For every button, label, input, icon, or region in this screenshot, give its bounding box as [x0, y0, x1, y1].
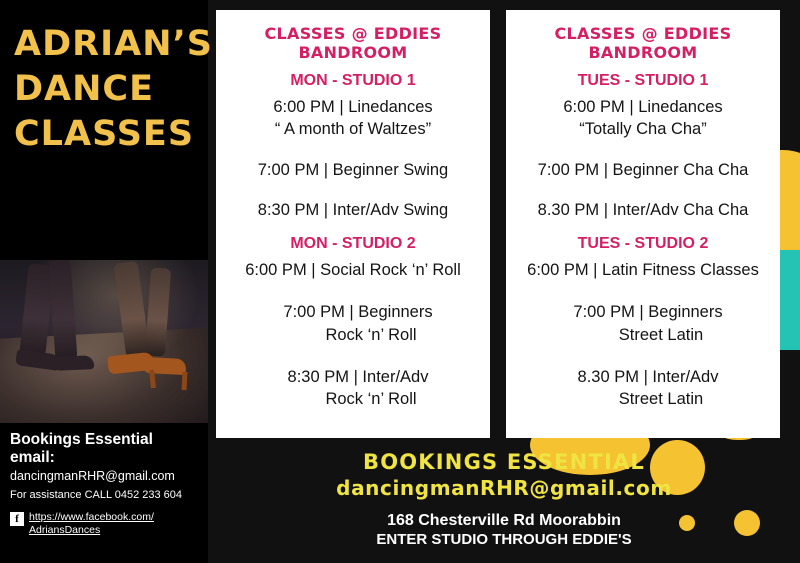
shoe-shape — [54, 355, 94, 370]
class-entry — [514, 301, 772, 346]
class-entry-line-1: 7:00 PM | Beginners — [573, 303, 723, 322]
class-entry-line-2: “Totally Cha Cha” — [579, 120, 707, 139]
bottom-contact-bar — [208, 438, 800, 563]
studio-heading: TUES - STUDIO 2 — [577, 235, 709, 253]
bookings-email: dancingmanRHR@gmail.com — [336, 476, 672, 500]
bookings-heading: Bookings Essential email: — [10, 431, 153, 466]
left-panel — [0, 0, 213, 563]
address-line-1: 168 Chesterville Rd Moorabbin — [387, 512, 621, 529]
facebook-link[interactable] — [29, 511, 154, 537]
card-heading: CLASSES @ EDDIES BANDROOM — [264, 24, 442, 62]
class-entry-line-1: 7:00 PM | Beginner Cha Cha — [537, 160, 749, 179]
class-entry-line-1: 8:30 PM | Inter/Adv Swing — [257, 200, 449, 219]
dancers-photo — [0, 260, 208, 423]
class-entry-line-2: Rock ‘n’ Roll — [325, 325, 417, 344]
address-line-2: ENTER STUDIO THROUGH EDDIE'S — [376, 531, 632, 548]
class-entry-line-2: “ A month of Waltzes” — [274, 120, 432, 139]
title-line-2: DANCE — [14, 68, 155, 109]
facebook-icon[interactable]: f — [10, 512, 24, 526]
class-entry-line-1: 6:00 PM | Social Rock ‘n’ Roll — [245, 261, 461, 280]
class-entry — [514, 199, 772, 221]
class-entry-line-2: Rock ‘n’ Roll — [325, 390, 417, 409]
left-contact-block — [0, 423, 208, 537]
facebook-row[interactable] — [10, 511, 198, 537]
heel-shape — [182, 372, 188, 390]
class-entry — [224, 366, 482, 411]
class-entry-line-2: Street Latin — [618, 390, 704, 409]
contact-email: dancingmanRHR@gmail.com — [10, 469, 175, 483]
facebook-url-line-2[interactable]: AdriansDances — [29, 524, 101, 537]
page-title — [0, 0, 213, 156]
class-entry — [514, 159, 772, 181]
class-entry — [514, 96, 772, 141]
assistance-phone: For assistance CALL 0452 233 604 — [10, 489, 183, 501]
class-entry — [224, 199, 482, 221]
title-line-3: CLASSES — [14, 113, 195, 154]
class-entry-line-1: 8:30 PM | Inter/Adv — [287, 367, 429, 386]
class-entry — [224, 301, 482, 346]
bookings-essential-heading: BOOKINGS ESSENTIAL — [363, 450, 645, 474]
class-entry-line-1: 8.30 PM | Inter/Adv Cha Cha — [537, 200, 749, 219]
class-entry-line-1: 6:00 PM | Linedances — [563, 98, 723, 116]
studio-heading: TUES - STUDIO 1 — [577, 72, 709, 89]
class-entry-line-1: 7:00 PM | Beginners — [283, 303, 433, 322]
class-entry-line-1: 8.30 PM | Inter/Adv — [577, 367, 719, 386]
class-entry-line-1: 6:00 PM | Latin Fitness Classes — [527, 261, 759, 280]
class-entry — [224, 96, 482, 141]
schedule-card-monday — [216, 10, 490, 438]
class-entry-line-1: 7:00 PM | Beginner Swing — [257, 160, 449, 179]
class-entry — [514, 366, 772, 411]
class-entry-line-1: 6:00 PM | Linedances — [273, 98, 433, 116]
title-line-1: ADRIAN’S — [14, 24, 213, 64]
schedule-card-tuesday — [506, 10, 780, 438]
studio-heading: MON - STUDIO 2 — [290, 235, 416, 253]
facebook-url-line-1[interactable]: https://www.facebook.com/ — [29, 511, 154, 523]
class-entry — [514, 259, 772, 281]
class-entry — [224, 159, 482, 181]
class-entry — [224, 259, 482, 281]
studio-heading: MON - STUDIO 1 — [290, 72, 416, 89]
card-heading: CLASSES @ EDDIES BANDROOM — [554, 24, 732, 62]
class-entry-line-2: Street Latin — [618, 325, 704, 344]
